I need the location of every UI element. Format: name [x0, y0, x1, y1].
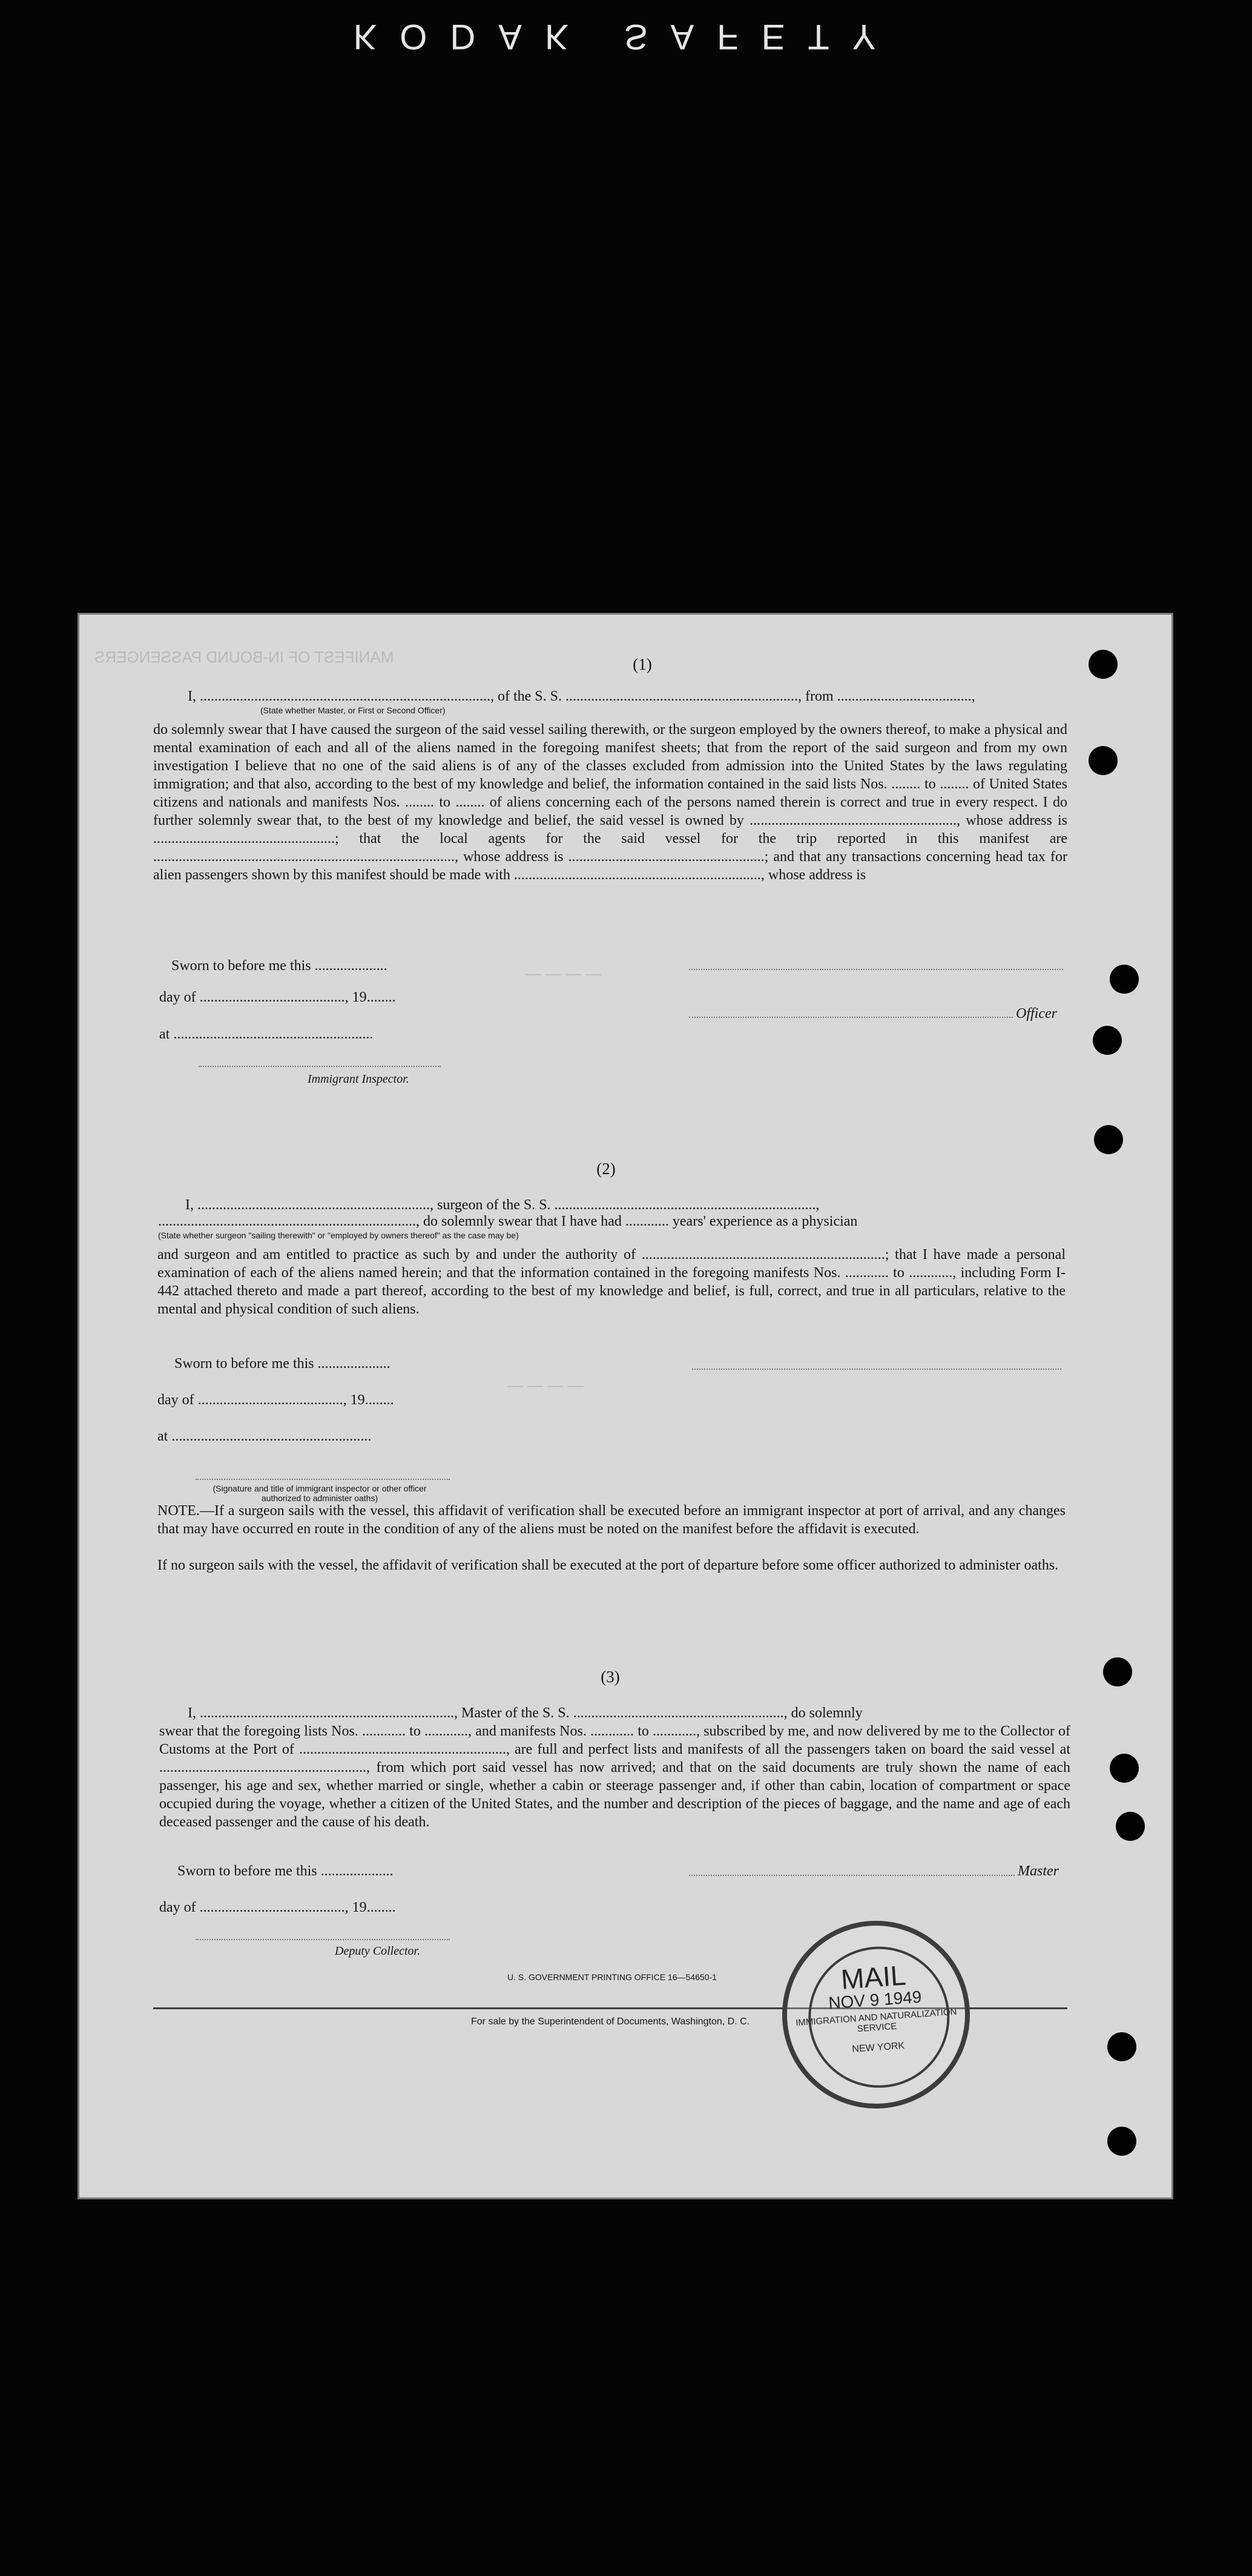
- bleed-through-text: MANIFEST OF IN-BOUND PASSENGERS: [94, 648, 394, 666]
- section-number-2: (2): [596, 1160, 616, 1178]
- section-number-3: (3): [601, 1668, 620, 1686]
- surgeon-note: (State whether surgeon "sailing therewith" or "employed by owners thereof" as the case may be): [158, 1230, 519, 1240]
- punch-hole: [1093, 1026, 1122, 1055]
- punch-hole: [1107, 2127, 1136, 2156]
- deputy-signature-line: [196, 1939, 450, 1940]
- document-page: [77, 613, 1173, 2199]
- punch-hole: [1089, 650, 1118, 679]
- officer-second-line: [689, 1017, 1013, 1018]
- stamp-agency-text: IMMIGRATION AND NATURALIZATION SERVICE: [795, 2006, 957, 2035]
- stamp-date-text: NOV 9 1949: [828, 1987, 923, 2013]
- section2-at-line: at .......................................................: [157, 1428, 372, 1444]
- section1-sworn-line: Sworn to before me this ....................: [171, 958, 387, 974]
- master-signature-line: [689, 1875, 1015, 1876]
- officer-label: Officer: [1016, 1006, 1057, 1022]
- section2-first-line: I, ................................................................, surgeon of the S. S. ........................................................................,: [185, 1197, 820, 1213]
- deputy-collector-label: Deputy Collector.: [335, 1944, 421, 1958]
- section3-day-line: day of ........................................, 19........: [159, 1900, 396, 1915]
- for-sale-text: For sale by the Superintendent of Documents, Washington, D. C.: [471, 2016, 750, 2027]
- punch-hole: [1110, 1754, 1139, 1783]
- section2-sworn-line: Sworn to before me this ....................: [174, 1356, 390, 1372]
- punch-hole: [1094, 1125, 1123, 1154]
- punch-hole: [1107, 2032, 1136, 2061]
- section3-sworn-line: Sworn to before me this ....................: [177, 1863, 394, 1879]
- officer-signature-line: [689, 969, 1063, 970]
- government-printing-office-text: U. S. GOVERNMENT PRINTING OFFICE 16—54650-1: [507, 1972, 717, 1982]
- section1-day-line: day of ........................................, 19........: [159, 989, 396, 1005]
- section3-body: swear that the foregoing lists Nos. ............ to ............, and manifests Nos. ............ to ............, subscribed by me, and now delivered by me to the Collector of Customs at the Port of ........................................................., are full and perfect lists and manifests of all the passengers taken on board the said vessel at ........................................................., from which port said vessel has now arrived; and that on the said documents are truly shown the name of each passenger, his age and sex, whether married or single, whether a cabin or steerage passenger and, if other than cabin, location of compartment or space occupied during the voyage, whether a citizen of the United States, and the number and description of the pieces of baggage, and the name and age of each deceased passenger and the cause of his death.: [159, 1723, 1070, 1830]
- punch-hole: [1089, 746, 1118, 775]
- inspector-signature-line: [199, 1066, 441, 1067]
- stamp-city-text: NEW YORK: [851, 2040, 905, 2055]
- stamp-mail-text: MAIL: [840, 1959, 908, 1995]
- section3-first-line: I, ......................................................................, Master of the S. S. .........................................................., do solemnly: [188, 1705, 863, 1721]
- punch-hole: [1110, 965, 1139, 994]
- immigrant-inspector-label: Immigrant Inspector.: [308, 1072, 409, 1086]
- section2-note: NOTE.—If a surgeon sails with the vessel, this affidavit of verification shall be executed before an immigrant inspector at port of arrival, and any changes that may have occurred en route in the condition of any of the aliens must be noted on the manifest before the affidavit is executed.: [157, 1503, 1066, 1537]
- bleed-through-marks: — — — —: [507, 1376, 584, 1394]
- signature-note: (Signature and title of immigrant inspector or other officer authorized to administer oaths): [213, 1484, 427, 1503]
- film-edge-text: KODAK SAFETY: [353, 17, 899, 56]
- section-number-1: (1): [633, 655, 652, 673]
- punch-hole: [1103, 1657, 1132, 1686]
- section1-first-line: I, ................................................................................, of the S. S. ................................................................, from .....................................,: [188, 689, 975, 704]
- section1-at-line: at .......................................................: [159, 1026, 374, 1042]
- section2-day-line: day of ........................................, 19........: [157, 1392, 394, 1408]
- section2-body: and surgeon and am entitled to practice as such by and under the authority of ...................................................................; that I have made a personal examination of each of the aliens named herein; and that the information contained in the foregoing manifests Nos. ............ to ............, including Form I-442 attached thereto and made a part thereof, according to the best of my knowledge and belief, is full, correct, and true in all particulars, relative to the mental and physical condition of such aliens.: [157, 1247, 1066, 1317]
- master-label: Master: [1018, 1863, 1059, 1879]
- section2-second-line: ......................................................................., do solemnly swear that I have had ............ years' experience as a physician: [158, 1214, 858, 1229]
- surgeon-signature-line: [692, 1369, 1061, 1370]
- punch-hole: [1116, 1812, 1145, 1841]
- officer-note: (State whether Master, or First or Second Officer): [260, 705, 446, 715]
- section2-note2: If no surgeon sails with the vessel, the affidavit of verification shall be executed at the port of departure before some officer authorized to administer oaths.: [157, 1557, 1059, 1573]
- section2-signature-line: [196, 1479, 450, 1480]
- bleed-through-marks: — — — —: [526, 964, 602, 982]
- section1-body: do solemnly swear that I have caused the surgeon of the said vessel sailing therewith, or the surgeon employed by the owners thereof, to make a physical and mental examination of each and all of the aliens named in the foregoing manifest sheets; that from the report of the said surgeon and from my own investigation I believe that no one of the said aliens is of any of the classes excluded from admission into the United States by the laws regulating immigration; and that also, according to the best of my knowledge and belief, the information contained in the said lists Nos. ........ to ........ of United States citizens and nationals and manifests Nos. ........ to ........ of aliens concerning each of the persons named therein is correct and true in every respect. I do further solemnly swear that, to the best of my knowledge and belief, the said vessel is owned by ........................................................., whose address is ..................................................; that the local agents for the said vessel for the trip reported in this manifest are ..................................................................................., whose address is ......................................................; and that any transactions concerning head tax for alien passengers shown by this manifest should be made with ...................................................................., whose address is: [153, 722, 1067, 883]
